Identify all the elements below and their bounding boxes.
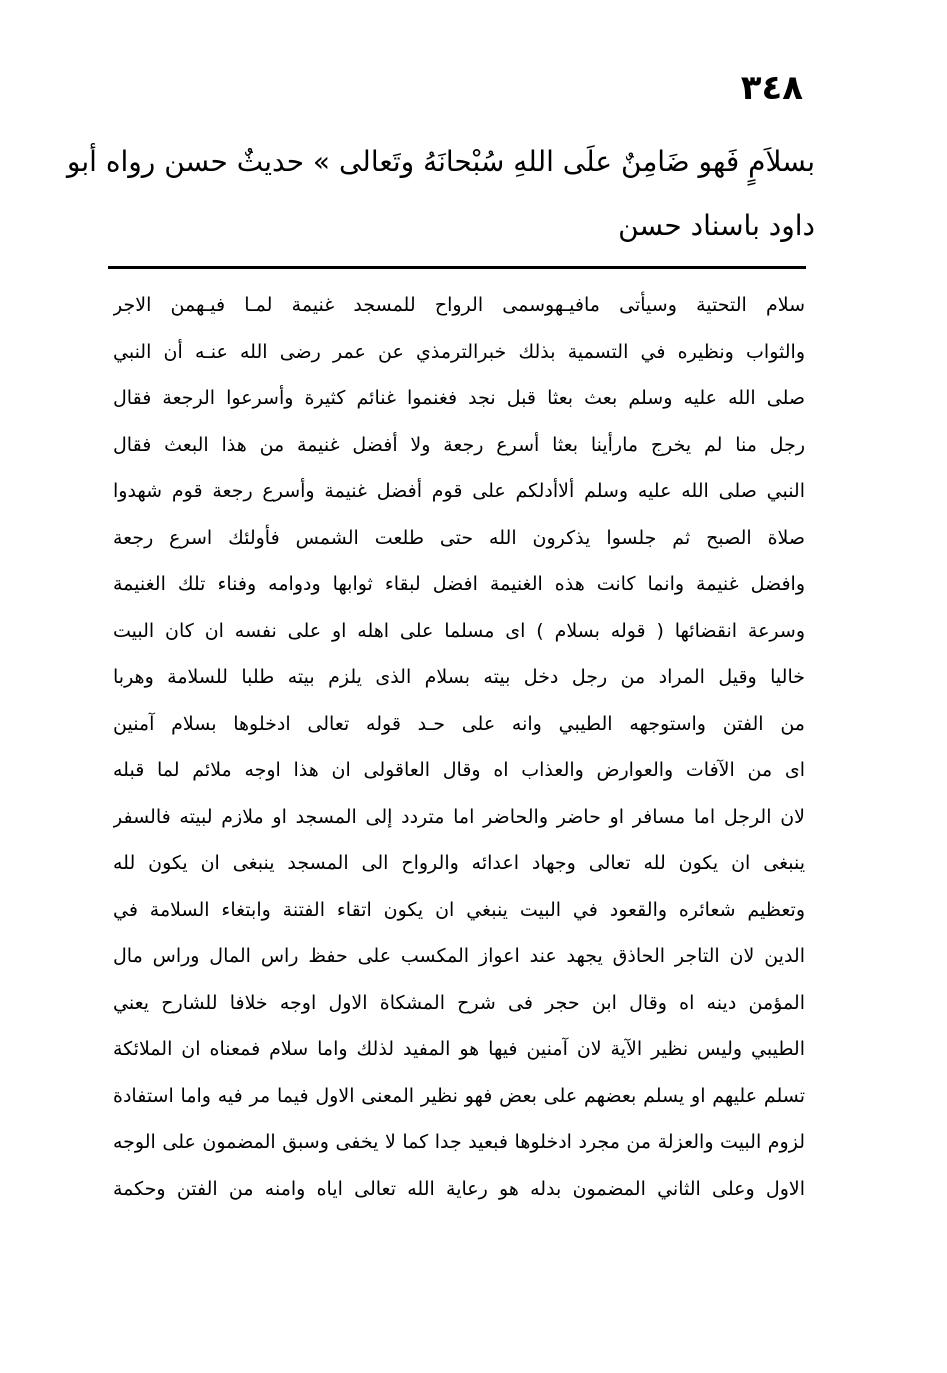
commentary-line: رجل منا لم يخرج مارأينا بعثا أسرع رجعة ولا أفضل غنيمة من هذا البعث فقال (113, 433, 805, 456)
hadith-line: بسلاَمٍ فَهو ضَامِنٌ علَى اللهِ سُبْحانَهُ وتَعالى » حديثٌ حسن رواه أبو (66, 145, 815, 178)
commentary-line: المؤمن دينه اه وقال ابن حجر فى شرح المشكاة الاول اوجه خلافا للشارح يعني (113, 991, 805, 1014)
commentary-line: لزوم البيت والعزلة من مجرد ادخلوها فبعيد جدا كما لا يخفى وسبق المضمون على الوجه (113, 1131, 805, 1153)
commentary-line: سلام التحتية وسيأتى مافيـهوسمى الرواح للمسجد غنيمة لمـا فيـهمن الاجر (113, 294, 805, 316)
commentary-block (113, 282, 805, 1212)
commentary-line: وافضل غنيمة وانما كانت هذه الغنيمة افضل لبقاء ثوابها ودوامه وفناء تلك الغنيمة (113, 573, 805, 595)
page-number: ٣٤٨ (740, 68, 803, 108)
commentary-line: وتعظيم شعائره والقعود في البيت ينبغي ان يكون اتقاء الفتنة وابتغاء السلامة في (113, 898, 805, 921)
commentary-line: اى من الآفات والعوارض والعذاب اه وقال العاقولى ان هذا اوجه ملائم لما قبله (113, 759, 805, 781)
section-divider (108, 266, 806, 269)
commentary-line: ينبغى ان يكون لله تعالى وجهاد اعدائه والرواح الى المسجد ينبغى ان يكون لله (113, 852, 805, 874)
hadith-text-block (66, 130, 815, 258)
commentary-line: تسلم عليهم او يسلم بعضهم على بعض فهو نظير المعنى الاول فيما مر فيه واما استفادة (113, 1084, 805, 1107)
commentary-line: لان الرجل اما مسافر او حاضر والحاضر اما متردد إلى المسجد او ملازم لبيته فالسفر (113, 805, 805, 828)
commentary-line: من الفتن واستوجهه الطيبي وانه على حـد قوله تعالى ادخلوها بسلام آمنين (113, 712, 805, 735)
commentary-line: صلى الله عليه وسلم بعث بعثا قبل نجد فغنموا غنائم كثيرة وأسرعوا الرجعة فقال (113, 387, 805, 409)
commentary-line: والثواب ونظيره في التسمية بذلك خبرالترمذي عن عمر رضى الله عنـه أن النبي (113, 340, 805, 363)
commentary-line: الطيبي وليس نظير الآية لان آمنين فيها هو المفيد لذلك واما سلام فمعناه ان الملائكة (113, 1038, 805, 1060)
hadith-line: داود باسناد حسن (618, 209, 815, 242)
commentary-line: وسرعة انقضائها ( قوله بسلام ) اى مسلما على اهله او على نفسه ان كان البيت (113, 619, 805, 642)
commentary-line: خاليا وقيل المراد من رجل دخل بيته بسلام الذى يلزم بيته طلبا للسلامة وهربا (113, 666, 805, 688)
commentary-line: الاول وعلى الثاني المضمون بدله هو رعاية الله تعالى اياه وامنه من الفتن وحكمة (113, 1177, 805, 1200)
commentary-line: النبي صلى الله عليه وسلم ألاأدلكم على قوم أفضل غنيمة وأسرع رجعة قوم شهدوا (113, 480, 805, 502)
commentary-line: صلاة الصبح ثم جلسوا يذكرون الله حتى طلعت الشمس فأولئك اسرع رجعة (113, 526, 805, 549)
commentary-line: الدين لان التاجر الحاذق يجهد عند اعواز المكسب على حفظ راس المال وراس مال (113, 945, 805, 967)
